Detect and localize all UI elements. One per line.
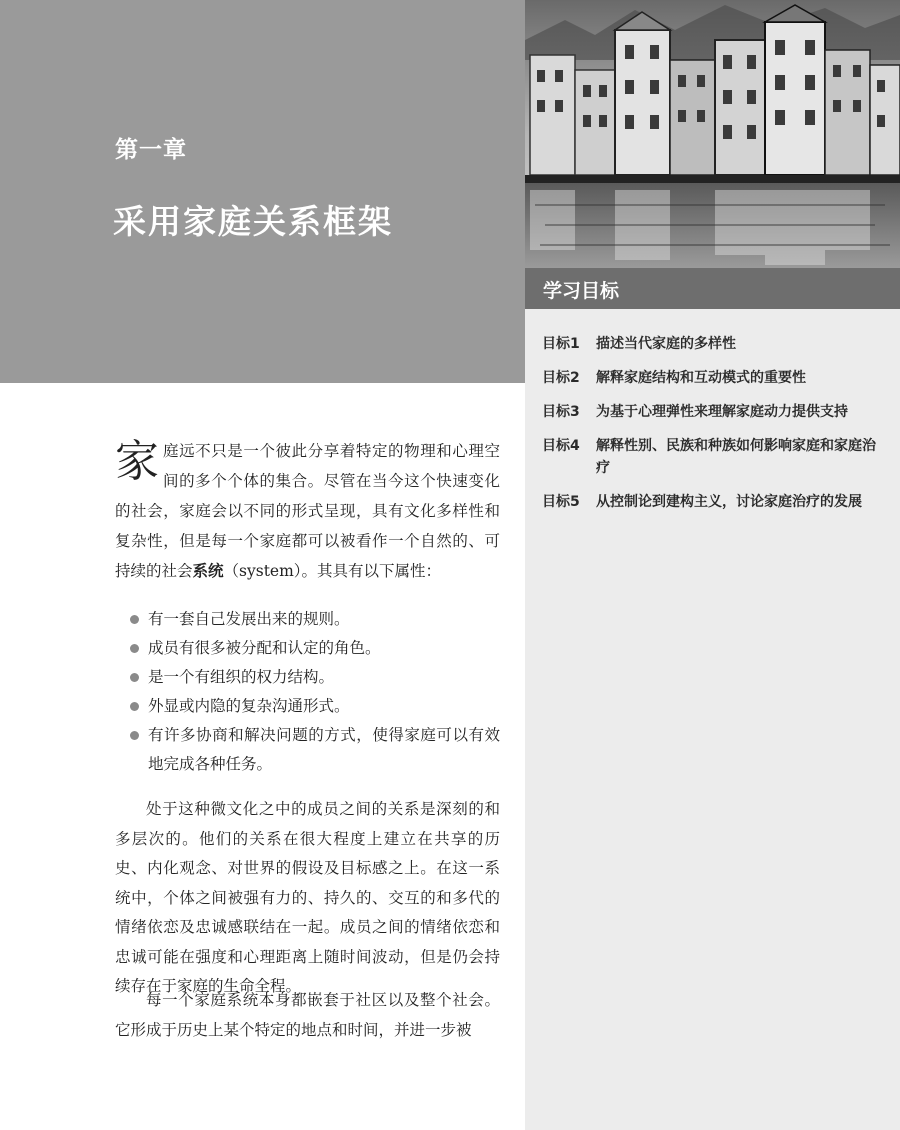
objective-text: 解释性别、民族和种族如何影响家庭和家庭治疗: [596, 438, 876, 476]
objective-item: [542, 491, 882, 513]
list-item: 有一套自己发展出来的规则。: [130, 605, 500, 634]
objective-item: [542, 435, 882, 479]
term-system: 系统: [192, 562, 224, 580]
intro-text-before: 庭远不只是一个彼此分享着特定的物理和心理空间的多个个体的集合。尽管在当今这个快速变化的社会，家庭会以不同的形式呈现，具有文化多样性和复杂性，但是每一个家庭都可以被看作一个自然的、可持续的社会: [115, 442, 500, 580]
objectives-list: [542, 333, 882, 525]
properties-list: [130, 605, 500, 779]
objective-text: 描述当代家庭的多样性: [596, 336, 736, 352]
objective-text: 从控制论到建构主义，讨论家庭治疗的发展: [596, 494, 862, 510]
body-paragraph: 处于这种微文化之中的成员之间的关系是深刻的和多层次的。他们的关系在很大程度上建立在共享的历史、内化观念、对世界的假设及目标感之上。在这一系统中，个体之间被强有力的、持久的、交互的和多代的情绪依恋及忠诚感联结在一起。成员之间的情绪依恋和忠诚可能在强度和心理距离上随时间波动，但是仍会持续存在于家庭的生命全程。: [115, 800, 500, 995]
list-item: 是一个有组织的权力结构。: [130, 663, 500, 692]
city-illustration: [525, 0, 900, 268]
list-item: 外显或内隐的复杂沟通形式。: [130, 692, 500, 721]
objective-item: [542, 367, 882, 389]
intro-text-after: （system）。其具有以下属性：: [223, 562, 442, 580]
objective-text: 为基于心理弹性来理解家庭动力提供支持: [596, 404, 848, 420]
chapter-label: 第一章: [115, 137, 187, 163]
objective-number: 目标4: [542, 438, 580, 454]
learning-objectives-title: 学习目标: [543, 280, 620, 302]
learning-objectives-header: [525, 268, 900, 309]
objective-item: [542, 333, 882, 355]
objective-number: 目标3: [542, 404, 580, 420]
list-item: 有许多协商和解决问题的方式，使得家庭可以有效地完成各种任务。: [130, 721, 500, 779]
objective-item: [542, 401, 882, 423]
list-item: 成员有很多被分配和认定的角色。: [130, 634, 500, 663]
objective-number: 目标5: [542, 494, 580, 510]
objective-number: 目标2: [542, 370, 580, 386]
intro-paragraph: [115, 436, 500, 586]
body-paragraph: 每一个家庭系统本身都嵌套于社区以及整个社会。它形成于历史上某个特定的地点和时间，并进一步被: [115, 991, 500, 1039]
city-sketch-image: [525, 0, 900, 268]
chapter-header: [0, 0, 525, 383]
objective-number: 目标1: [542, 336, 580, 352]
drop-cap: 家: [115, 436, 159, 487]
objective-text: 解释家庭结构和互动模式的重要性: [596, 370, 806, 386]
chapter-title: 采用家庭关系框架: [113, 202, 393, 241]
